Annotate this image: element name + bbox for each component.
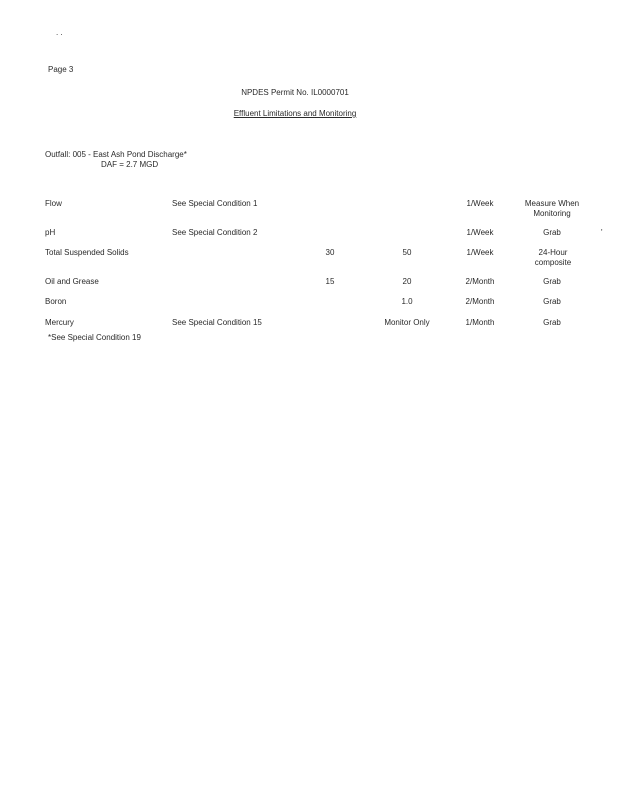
sample-type-cell: Grab [543, 297, 561, 306]
sample-type-cell: Grab [543, 318, 561, 327]
parameter-cell: pH [45, 228, 56, 237]
parameter-cell: Boron [45, 297, 67, 306]
footnote: *See Special Condition 19 [48, 333, 141, 342]
frequency-cell: 2/Month [465, 277, 495, 286]
permit-number: NPDES Permit No. IL0000701 [241, 88, 349, 97]
frequency-cell: 1/Week [466, 228, 494, 237]
avg-cell: 30 [325, 248, 335, 257]
parameter-cell: Mercury [45, 318, 74, 327]
condition-cell: See Special Condition 1 [172, 199, 258, 208]
frequency-cell: 1/Week [466, 199, 494, 208]
parameter-cell: Total Suspended Solids [45, 248, 129, 257]
sample-type-cell: 24-Hour composite [534, 248, 572, 267]
margin-mark: ' [601, 228, 603, 237]
section-title: Effluent Limitations and Monitoring [233, 109, 357, 118]
page-label: Page 3 [48, 65, 74, 74]
sample-type-cell: Grab [543, 277, 561, 286]
condition-cell: See Special Condition 15 [172, 318, 262, 327]
max-cell: 20 [402, 277, 412, 286]
parameter-cell: Oil and Grease [45, 277, 99, 286]
frequency-cell: 2/Month [465, 297, 495, 306]
frequency-cell: 1/Month [465, 318, 495, 327]
sample-type-cell: Measure When Monitoring [524, 199, 580, 218]
condition-cell: See Special Condition 2 [172, 228, 258, 237]
max-cell: 50 [402, 248, 412, 257]
frequency-cell: 1/Week [466, 248, 494, 257]
max-cell: 1.0 [401, 297, 413, 306]
max-cell: Monitor Only [384, 318, 430, 327]
top-marks: . . [56, 28, 63, 37]
avg-cell: 15 [325, 277, 335, 286]
daf-line: DAF = 2.7 MGD [101, 160, 159, 169]
sample-type-cell: Grab [543, 228, 561, 237]
outfall-line: Outfall: 005 - East Ash Pond Discharge* [45, 150, 187, 159]
parameter-cell: Flow [45, 199, 62, 208]
